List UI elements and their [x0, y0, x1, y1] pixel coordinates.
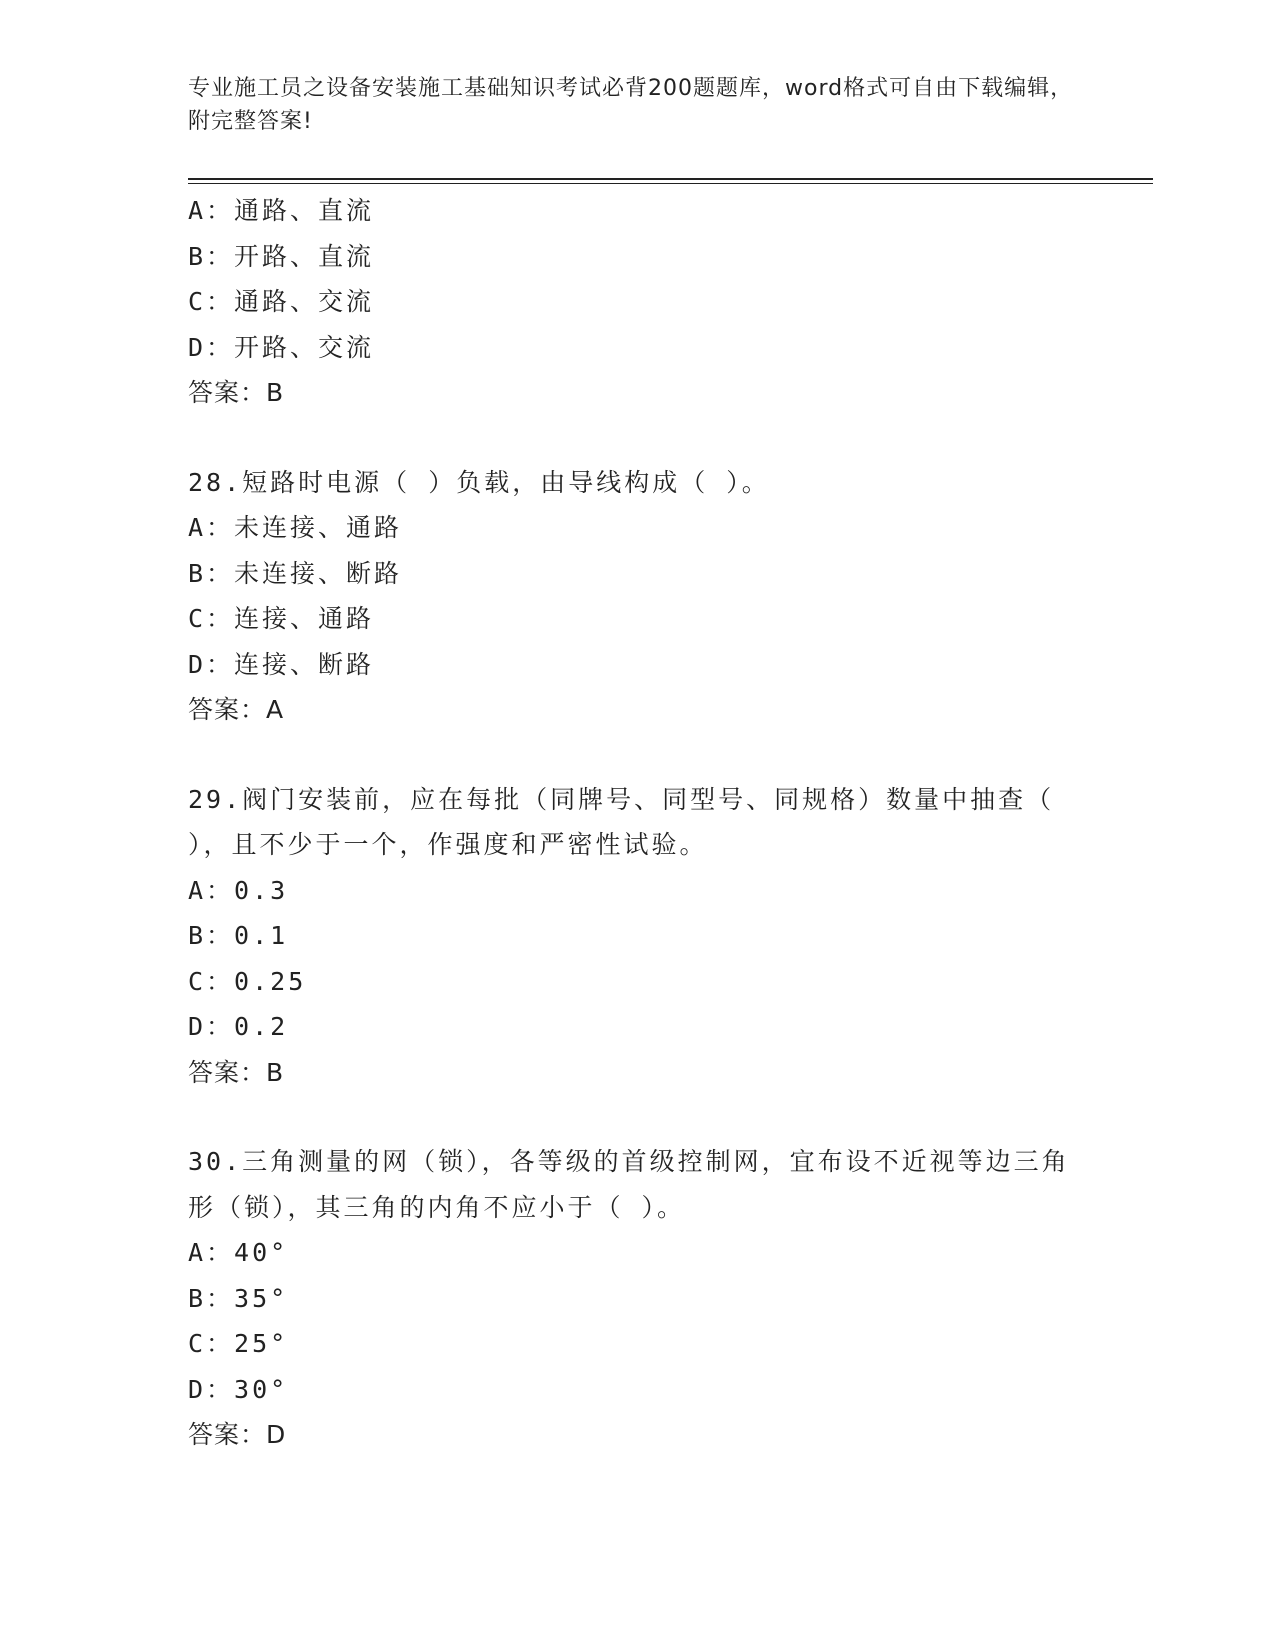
answer-line: 答案：B [188, 378, 285, 407]
option-a: A：40° [188, 1238, 289, 1267]
option-b: B：开路、直流 [188, 241, 375, 271]
header-rule-thick [188, 178, 1153, 180]
option-b: B：未连接、断路 [188, 558, 403, 588]
question-block-27 [188, 188, 1088, 416]
option-c: C：连接、通路 [188, 604, 375, 633]
question-block-30 [188, 1139, 1088, 1458]
question-stem: 28.短路时电源（ ）负载，由导线构成（ ）。 [188, 467, 770, 497]
option-d: D：连接、断路 [188, 649, 375, 679]
question-block-28 [188, 460, 1088, 733]
option-a: A：0.3 [188, 875, 289, 905]
option-d: D：0.2 [188, 1012, 289, 1041]
question-block-29 [188, 777, 1088, 1096]
header-rule-thin [188, 183, 1153, 184]
question-stem: 30.三角测量的网（锁），各等级的首级控制网，宜布设不近视等边三角形（锁），其三角的内角不应小于（ ）。 [188, 1147, 1070, 1222]
option-a: A：未连接、通路 [188, 513, 403, 542]
answer-line: 答案：D [188, 1420, 287, 1449]
question-stem: 29.阀门安装前，应在每批（同牌号、同型号、同规格）数量中抽查（ ），且不少于一个，作强度和严密性试验。 [188, 784, 1055, 859]
option-c: C：0.25 [188, 966, 307, 996]
option-c: C：25° [188, 1329, 289, 1358]
option-d: D：开路、交流 [188, 332, 375, 362]
option-d: D：30° [188, 1374, 289, 1404]
question-list [188, 188, 1088, 1458]
option-b: B：35° [188, 1283, 289, 1313]
option-b: B：0.1 [188, 921, 289, 950]
answer-line: 答案：A [188, 695, 285, 724]
option-c: C：通路、交流 [188, 287, 375, 316]
answer-line: 答案：B [188, 1057, 285, 1087]
document-header: 专业施工员之设备安装施工基础知识考试必背200题题库，word格式可自由下载编辑，附完整答案! [188, 76, 1074, 134]
option-a: A：通路、直流 [188, 196, 375, 225]
